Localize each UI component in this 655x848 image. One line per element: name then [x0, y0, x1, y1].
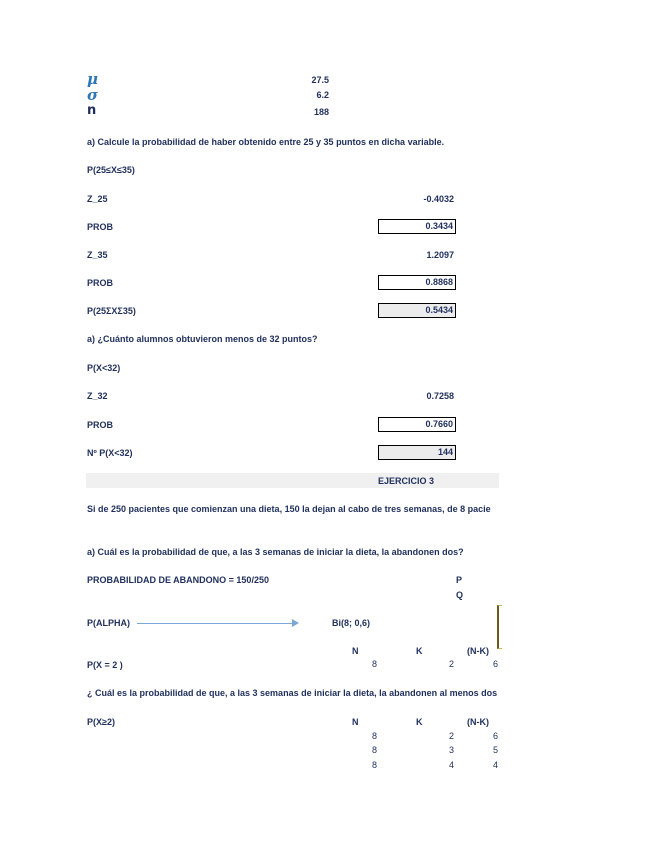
- q-letter: Q: [456, 590, 464, 600]
- pxge2-label: P(X≥2): [87, 717, 115, 727]
- cell-border-fragment: [497, 605, 502, 649]
- z32-value: 0.7258: [426, 391, 454, 401]
- prob2-label: PROB: [87, 278, 114, 288]
- arrow-head-icon: [292, 619, 299, 627]
- prob-b-label: PROB: [87, 420, 114, 430]
- z35-label: Z_35: [87, 250, 108, 260]
- arrow-line: [137, 623, 293, 624]
- prob1-cell[interactable]: 0.3434: [378, 219, 456, 234]
- binomial-label: Bi(8; 0,6): [332, 618, 371, 628]
- row-n: 8: [372, 745, 378, 755]
- col-k-header: K: [416, 646, 423, 656]
- row-k: 3: [449, 745, 455, 755]
- p-letter: P: [456, 575, 463, 585]
- z35-value: 1.2097: [426, 250, 454, 260]
- p-range-label: P(25≤X≤35): [87, 165, 135, 175]
- col2-nk-header: (N-K): [467, 717, 489, 727]
- result-cell[interactable]: 0.5434: [378, 303, 456, 318]
- z32-label: Z_32: [87, 391, 108, 401]
- row-nk: 6: [493, 731, 499, 741]
- row-nk: 5: [493, 745, 499, 755]
- count-cell[interactable]: 144: [378, 445, 456, 460]
- prob1-label: PROB: [87, 222, 114, 232]
- col-nk-header: (N-K): [467, 646, 489, 656]
- p-less-32-label: P(X<32): [87, 363, 121, 373]
- z25-value: -0.4032: [423, 194, 454, 204]
- row1-k: 2: [449, 659, 455, 669]
- abandon-prob-label: PROBABILIDAD DE ABANDONO = 150/250: [87, 575, 269, 585]
- question-3a: a) Cuál es la probabilidad de que, a las 3 semanas de iniciar la dieta, la abandonen dos?: [87, 547, 464, 557]
- z25-label: Z_25: [87, 194, 108, 204]
- col2-k-header: K: [416, 717, 423, 727]
- count-label: Nº P(X<32): [87, 448, 133, 458]
- row-nk: 4: [493, 760, 499, 770]
- mu-symbol: μ: [87, 70, 98, 88]
- row-k: 2: [449, 731, 455, 741]
- sigma-symbol: σ: [87, 86, 99, 104]
- row-n: 8: [372, 731, 378, 741]
- question-3b: ¿ Cuál es la probabilidad de que, a las 3 semanas de iniciar la dieta, la abandonen al menos dos: [87, 688, 498, 698]
- n-symbol: n: [87, 103, 97, 118]
- exercise-heading: EJERCICIO 3: [378, 476, 435, 486]
- question-a: a) Calcule la probabilidad de haber obtenido entre 25 y 35 puntos en dicha variable.: [87, 137, 445, 147]
- result-label: P(25ΣXΣ35): [87, 306, 136, 316]
- col2-n-header: N: [352, 717, 359, 727]
- row-n: 8: [372, 760, 378, 770]
- row1-n: 8: [372, 659, 378, 669]
- prob-b-cell[interactable]: 0.7660: [378, 417, 456, 432]
- n-value: 188: [313, 107, 329, 117]
- row1-nk: 6: [493, 659, 499, 669]
- sigma-value: 6.2: [316, 90, 329, 100]
- mu-value: 27.5: [311, 75, 329, 85]
- col-n-header: N: [352, 646, 359, 656]
- px2-label: P(X = 2 ): [87, 660, 123, 670]
- alpha-label: P(ALPHA): [87, 618, 130, 628]
- prob2-cell[interactable]: 0.8868: [378, 275, 456, 290]
- row-k: 4: [449, 760, 455, 770]
- question-b: a) ¿Cuánto alumnos obtuvieron menos de 32 puntos?: [87, 334, 318, 344]
- exercise-statement: Si de 250 pacientes que comienzan una dieta, 150 la dejan al cabo de tres semanas, de 8 pacie: [87, 504, 491, 514]
- exercise-heading-band: [86, 473, 499, 488]
